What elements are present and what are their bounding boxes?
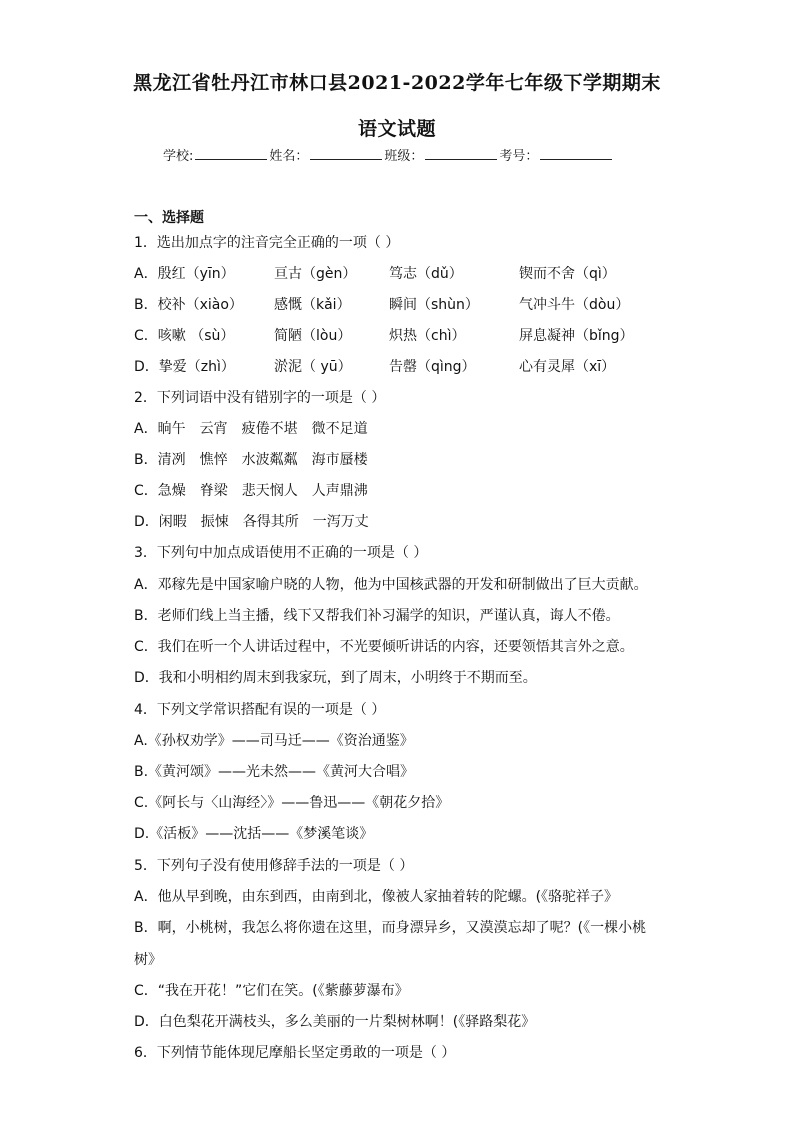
question-4-option-d[interactable]: D.《活板》——沈括——《梦溪笔谈》	[134, 826, 374, 842]
question-5-option-a[interactable]: A．他从早到晚，由东到西，由南到北，像被人家抽着转的陀螺。(《骆驼祥子》	[134, 889, 619, 905]
school-label: 学校:	[163, 149, 194, 164]
question-4-option-b[interactable]: B.《黄河颂》——光未然——《黄河大合唱》	[134, 764, 415, 780]
student-info-row	[163, 145, 614, 164]
school-blank[interactable]	[195, 147, 267, 160]
question-5-option-d[interactable]: D．白色梨花开满枝头，多么美丽的一片梨树林啊！(《驿路梨花》	[134, 1014, 536, 1030]
question-5-stem: 5．下列句子没有使用修辞手法的一项是（ ）	[134, 858, 414, 874]
question-2-option-a[interactable]: A．晌午 云宵 疲倦不堪 微不足道	[134, 421, 368, 437]
exam-subtitle: 语文试题	[357, 118, 436, 140]
question-3-option-a[interactable]: A．邓稼先是中国家喻户晓的人物，他为中国核武器的开发和研制做出了巨大贡献。	[134, 577, 648, 593]
question-2-option-c[interactable]: C．急燥 脊梁 悲天悯人 人声鼎沸	[134, 483, 368, 499]
class-blank[interactable]	[425, 147, 497, 160]
question-1-option-c[interactable]: C．咳嗽 （sù） 简陋（lòu） 炽热（chì） 屏息凝神（bǐng）	[134, 328, 634, 344]
question-4-option-c[interactable]: C.《阿长与〈山海经〉》——鲁迅——《朝花夕拾》	[134, 795, 450, 811]
question-2-option-b[interactable]: B．清冽 憔悴 水波粼粼 海市蜃楼	[134, 452, 368, 468]
exam-number-blank[interactable]	[540, 147, 612, 160]
question-1-option-d[interactable]: D．挚爱（zhì） 淤泥（ yū） 告罄（qìng） 心有灵犀（xī）	[134, 359, 616, 375]
question-3-option-c[interactable]: C．我们在听一个人讲话过程中，不光要倾听讲话的内容，还要领悟其言外之意。	[134, 639, 634, 655]
question-3-stem: 3．下列句中加点成语使用不正确的一项是（ ）	[134, 545, 428, 561]
question-1-stem: 1．选出加点字的注音完全正确的一项（ ）	[134, 235, 400, 251]
name-label: 姓名：	[269, 149, 309, 164]
question-5-option-c[interactable]: C．“我在开花！”它们在笑。(《紫藤萝瀑布》	[134, 983, 409, 999]
exam-title: 黑龙江省牡丹江市林口县2021-2022学年七年级下学期期末	[133, 72, 661, 94]
question-2-stem: 2．下列词语中没有错别字的一项是（ ）	[134, 390, 386, 406]
exam-number-label: 考号：	[499, 149, 539, 164]
question-2-option-d[interactable]: D．闲暇 振悚 各得其所 一泻万丈	[134, 514, 369, 530]
name-blank[interactable]	[310, 147, 382, 160]
section-heading: 一、选择题	[134, 210, 204, 226]
question-4-stem: 4．下列文学常识搭配有误的一项是（ ）	[134, 702, 386, 718]
class-label: 班级：	[384, 149, 424, 164]
question-5-option-b-cont: 树》	[134, 952, 162, 968]
question-3-option-b[interactable]: B．老师们线上当主播，线下又帮我们补习漏学的知识，严谨认真，诲人不倦。	[134, 608, 620, 624]
question-3-option-d[interactable]: D．我和小明相约周末到我家玩，到了周末，小明终于不期而至。	[134, 670, 537, 686]
question-4-option-a[interactable]: A.《孙权劝学》——司马迁——《资治通鉴》	[134, 733, 414, 749]
question-6-stem: 6．下列情节能体现尼摩船长坚定勇敢的一项是（ ）	[134, 1045, 456, 1061]
question-1-option-a[interactable]: A．殷红（yīn） 亘古（gèn） 笃志（dǔ） 锲而不舍（qì）	[134, 266, 616, 282]
question-1-option-b[interactable]: B．校补（xiào） 感慨（kǎi） 瞬间（shùn） 气冲斗牛（dòu）	[134, 297, 630, 313]
question-5-option-b[interactable]: B．啊，小桃树，我怎么将你遗在这里，而身漂异乡，又漠漠忘却了呢？(《一棵小桃	[134, 920, 647, 936]
